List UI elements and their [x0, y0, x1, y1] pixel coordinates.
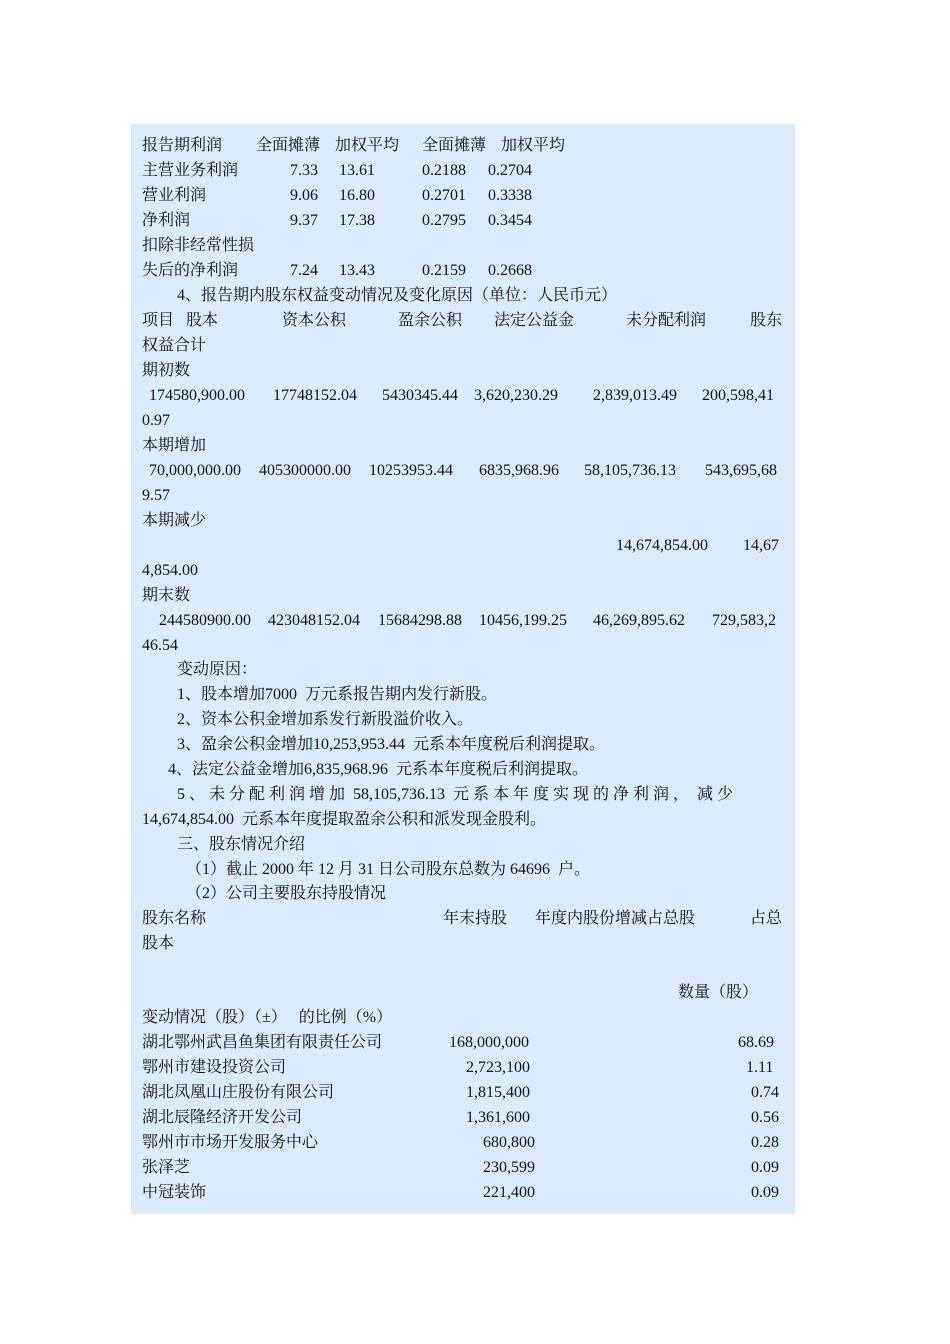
- text-span: 中冠装饰: [142, 1184, 207, 1201]
- text-span: 股本: [186, 312, 219, 329]
- text-span: 张泽芝: [142, 1159, 191, 1176]
- text-span: 0.09: [751, 1184, 779, 1201]
- text-span: 变动情况（股）（±） 的比例（%）: [142, 1009, 393, 1026]
- text-span: 680,800: [483, 1134, 535, 1151]
- text-span: 盈余公积: [398, 312, 463, 329]
- text-span: 年末持股: [443, 910, 508, 927]
- text-span: 3、盈余公积金增加10,253,953.44 元系本年度税后利润提取。: [177, 736, 606, 753]
- text-span: 10253953.44: [369, 462, 453, 479]
- text-span: 鄂州市建设投资公司: [142, 1059, 287, 1076]
- text-span: 净利润: [142, 212, 191, 229]
- text-span: 0.2795: [422, 212, 466, 229]
- text-span: 9.37: [290, 212, 318, 229]
- text-span: 扣除非经常性损: [142, 237, 255, 254]
- text-span: 未分配利润: [626, 312, 707, 329]
- text-span: 168,000,000: [449, 1034, 529, 1051]
- text-span: 0.3338: [488, 187, 532, 204]
- text-span: 股东名称: [142, 910, 207, 927]
- text-span: 17.38: [339, 212, 375, 229]
- text-span: （2）公司主要股东持股情况: [186, 885, 387, 902]
- text-span: 0.97: [142, 412, 170, 429]
- text-span: 46,269,895.62: [593, 612, 685, 629]
- text-span: 2,839,013.49: [593, 387, 677, 404]
- text-span: 0.2668: [488, 262, 532, 279]
- text-span: 405300000.00: [259, 462, 351, 479]
- text-span: 0.2704: [488, 162, 532, 179]
- text-span: 1,815,400: [466, 1084, 530, 1101]
- text-span: 5 、 未 分 配 利 润 增 加 58,105,736.13 元 系 本 年 度 实 现 的 净 利 润 ， 减 少: [177, 786, 734, 803]
- text-span: 9.06: [290, 187, 318, 204]
- text-span: 全面摊薄: [256, 137, 321, 154]
- text-span: 6835,968.96: [479, 462, 559, 479]
- text-span: 变动原因：: [177, 661, 258, 678]
- text-span: 本期减少: [142, 512, 207, 529]
- text-span: 股本: [142, 935, 175, 952]
- text-span: 1.11: [746, 1059, 774, 1076]
- text-span: 年度内股份增减占总股: [535, 910, 696, 927]
- text-span: 13.43: [339, 262, 375, 279]
- text-span: 0.28: [751, 1134, 779, 1151]
- text-span: 3,620,230.29: [474, 387, 558, 404]
- text-span: 0.2159: [422, 262, 466, 279]
- text-span: 1、股本增加7000 万元系报告期内发行新股。: [177, 686, 498, 703]
- text-span: 全面摊薄: [422, 137, 487, 154]
- text-span: 14,67: [743, 537, 779, 554]
- text-span: 174580,900.00: [149, 387, 245, 404]
- text-span: 数量（股）: [678, 984, 759, 1001]
- text-span: 7.24: [290, 262, 318, 279]
- text-span: 10456,199.25: [479, 612, 567, 629]
- text-span: 主营业务利润: [142, 162, 239, 179]
- text-span: 项目: [142, 312, 175, 329]
- text-span: 湖北凤凰山庄股份有限公司: [142, 1084, 335, 1101]
- text-span: 68.69: [738, 1034, 774, 1051]
- text-span: 58,105,736.13: [584, 462, 676, 479]
- text-span: （1）截止 2000 年 12 月 31 日公司股东总数为 64696 户。: [186, 861, 591, 878]
- text-span: 权益合计: [142, 337, 207, 354]
- text-span: 729,583,2: [712, 612, 776, 629]
- text-span: 资本公积: [282, 312, 347, 329]
- text-span: 湖北辰隆经济开发公司: [142, 1109, 303, 1126]
- text-span: 0.74: [751, 1084, 779, 1101]
- text-span: 鄂州市市场开发服务中心: [142, 1134, 319, 1151]
- text-span: 244580900.00: [159, 612, 251, 629]
- text-span: 543,695,68: [705, 462, 777, 479]
- text-span: 本期增加: [142, 437, 207, 454]
- text-span: 加权平均: [501, 137, 566, 154]
- text-span: 4、法定公益金增加6,835,968.96 元系本年度税后利润提取。: [168, 761, 589, 778]
- text-span: 14,674,854.00 元系本年度提取盈余公积和派发现金股利。: [142, 811, 547, 828]
- text-span: 423048152.04: [268, 612, 360, 629]
- text-span: 0.3454: [488, 212, 532, 229]
- text-span: 17748152.04: [273, 387, 357, 404]
- text-span: 法定公益金: [494, 312, 575, 329]
- text-span: 报告期利润: [142, 137, 223, 154]
- text-span: 5430345.44: [382, 387, 458, 404]
- text-span: 4,854.00: [142, 562, 198, 579]
- text-span: 14,674,854.00: [616, 537, 708, 554]
- text-span: 9.57: [142, 487, 170, 504]
- text-span: 占总: [750, 910, 783, 927]
- text-span: 0.09: [751, 1159, 779, 1176]
- text-span: 期初数: [142, 362, 191, 379]
- text-span: 15684298.88: [378, 612, 462, 629]
- text-span: 湖北鄂州武昌鱼集团有限责任公司: [142, 1034, 383, 1051]
- text-span: 0.56: [751, 1109, 779, 1126]
- text-span: 加权平均: [335, 137, 400, 154]
- text-span: 230,599: [483, 1159, 535, 1176]
- text-span: 13.61: [339, 162, 375, 179]
- text-span: 营业利润: [142, 187, 207, 204]
- text-span: 16.80: [339, 187, 375, 204]
- text-span: 221,400: [483, 1184, 535, 1201]
- text-span: 2、资本公积金增加系发行新股溢价收入。: [177, 711, 474, 728]
- text-span: 46.54: [142, 637, 178, 654]
- text-span: 0.2701: [422, 187, 466, 204]
- text-span: 股东: [750, 312, 783, 329]
- text-span: 1,361,600: [466, 1109, 530, 1126]
- text-span: 70,000,000.00: [149, 462, 241, 479]
- text-span: 4、报告期内股东权益变动情况及变化原因（单位：人民币元）: [177, 287, 618, 304]
- text-span: 2,723,100: [466, 1059, 530, 1076]
- text-span: 三、股东情况介绍: [177, 836, 306, 853]
- text-span: 期末数: [142, 587, 191, 604]
- text-span: 7.33: [290, 162, 318, 179]
- text-span: 0.2188: [422, 162, 466, 179]
- text-span: 失后的净利润: [142, 262, 239, 279]
- text-span: 200,598,41: [702, 387, 774, 404]
